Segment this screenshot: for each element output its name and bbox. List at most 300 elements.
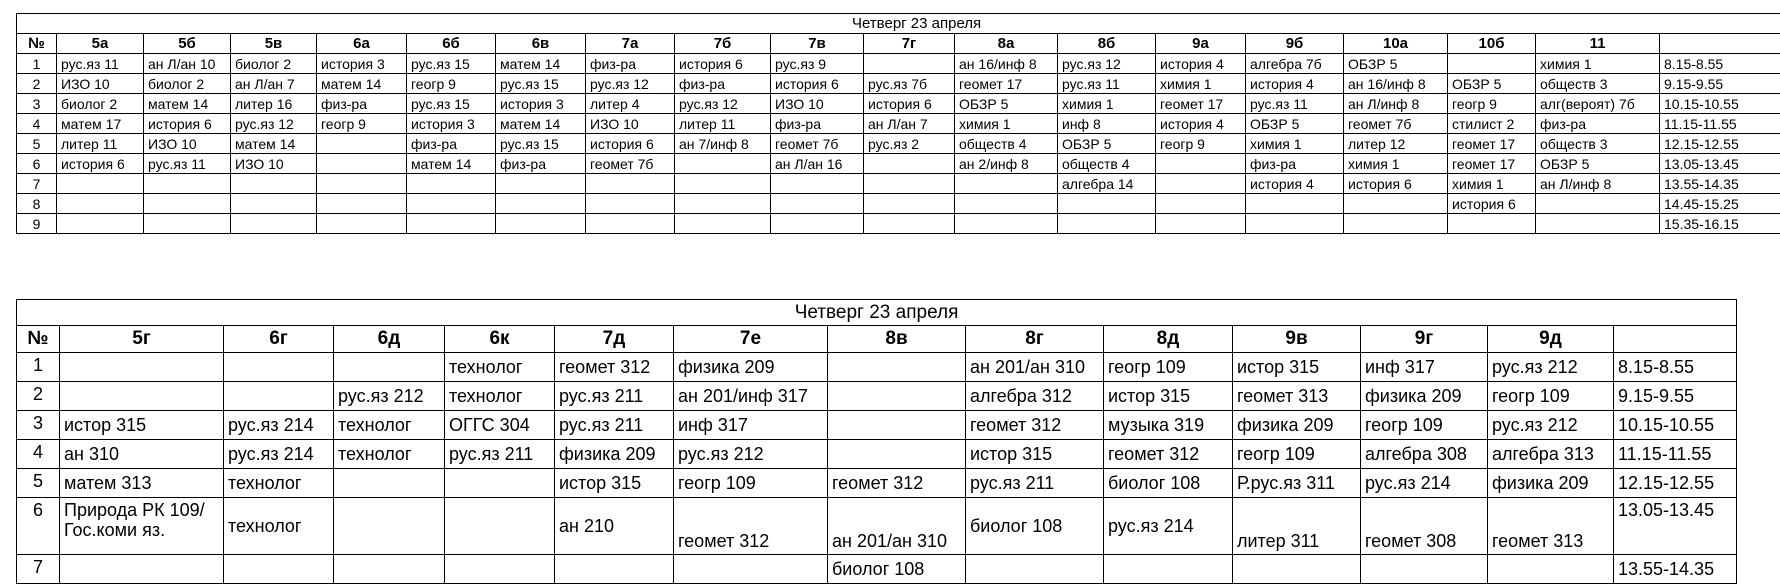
lesson-cell: биолог 108 <box>966 498 1104 555</box>
lesson-cell: ан Л/ан 7 <box>864 114 955 134</box>
lesson-cell <box>144 174 231 194</box>
table-row <box>17 54 1780 74</box>
lesson-cell: химия 1 <box>955 114 1058 134</box>
lesson-cell: история 4 <box>1246 74 1344 94</box>
table2-title-row <box>17 300 1737 326</box>
column-header <box>1614 326 1737 353</box>
table-row <box>17 555 1737 584</box>
lesson-cell <box>675 154 771 174</box>
column-header: 8в <box>828 326 966 353</box>
lesson-number: 5 <box>17 134 57 154</box>
table-row <box>17 194 1780 214</box>
lesson-cell: геомет 17 <box>1156 94 1246 114</box>
lesson-cell <box>675 194 771 214</box>
lesson-cell: биолог 2 <box>231 54 317 74</box>
lesson-cell: матем 14 <box>496 54 586 74</box>
lesson-cell: ан Л/ан 16 <box>771 154 864 174</box>
lesson-cell: история 4 <box>1246 174 1344 194</box>
lesson-cell: история 6 <box>586 134 675 154</box>
lesson-cell: геомет 312 <box>1104 440 1233 469</box>
column-header: 5б <box>144 34 231 54</box>
column-header: 9в <box>1233 326 1361 353</box>
lesson-cell <box>224 353 334 382</box>
lesson-cell <box>864 174 955 194</box>
lesson-number: 6 <box>17 498 60 555</box>
lesson-cell <box>57 194 144 214</box>
lesson-cell <box>317 214 407 234</box>
lesson-cell: ИЗО 10 <box>231 154 317 174</box>
lesson-cell: геомет 17 <box>955 74 1058 94</box>
lesson-cell <box>1448 214 1536 234</box>
lesson-cell <box>407 174 496 194</box>
column-header: № <box>17 326 60 353</box>
lesson-cell <box>407 214 496 234</box>
lesson-cell: алгебра 312 <box>966 382 1104 411</box>
lesson-cell: рус.яз 12 <box>231 114 317 134</box>
table-row <box>17 114 1780 134</box>
lesson-cell: рус.яз 15 <box>407 94 496 114</box>
lesson-cell: рус.яз 11 <box>144 154 231 174</box>
lesson-cell <box>231 194 317 214</box>
lesson-cell: рус.яз 212 <box>674 440 828 469</box>
lesson-number: 7 <box>17 555 60 584</box>
lesson-cell <box>1058 214 1156 234</box>
lesson-cell: музыка 319 <box>1104 411 1233 440</box>
lesson-cell: рус.яз 12 <box>586 74 675 94</box>
lesson-number: 7 <box>17 174 57 194</box>
lesson-cell: рус.яз 15 <box>496 134 586 154</box>
lesson-cell: литер 12 <box>1344 134 1448 154</box>
lesson-number: 6 <box>17 154 57 174</box>
table-row <box>17 154 1780 174</box>
lesson-cell: ИЗО 10 <box>771 94 864 114</box>
lesson-number: 9 <box>17 214 57 234</box>
lesson-cell: история 3 <box>496 94 586 114</box>
lesson-cell <box>828 411 966 440</box>
lesson-cell: химия 1 <box>1058 94 1156 114</box>
column-header: 7а <box>586 34 675 54</box>
lesson-cell: технолог <box>224 469 334 498</box>
lesson-cell: химия 1 <box>1344 154 1448 174</box>
lesson-cell: ан Л/инф 8 <box>1536 174 1660 194</box>
column-header: 8а <box>955 34 1058 54</box>
lesson-cell: рус.яз 9 <box>771 54 864 74</box>
lesson-cell: ОБЗР 5 <box>1536 154 1660 174</box>
lesson-cell: обществ 4 <box>1058 154 1156 174</box>
lesson-cell <box>1361 555 1488 584</box>
lesson-cell: история 4 <box>1156 114 1246 134</box>
column-header: 9б <box>1246 34 1344 54</box>
lesson-cell: рус.яз 12 <box>675 94 771 114</box>
lesson-cell <box>1104 555 1233 584</box>
lesson-cell: биолог 108 <box>1104 469 1233 498</box>
column-header: 6в <box>496 34 586 54</box>
lesson-cell <box>445 555 555 584</box>
lesson-cell: геогр 9 <box>1448 94 1536 114</box>
column-header: 6к <box>445 326 555 353</box>
lesson-cell <box>1536 214 1660 234</box>
lesson-number: 1 <box>17 353 60 382</box>
lesson-cell: рус.яз 214 <box>1104 498 1233 555</box>
lesson-cell <box>1246 214 1344 234</box>
lesson-time: 11.15-11.55 <box>1660 114 1780 134</box>
lesson-cell <box>675 214 771 234</box>
lesson-cell <box>586 194 675 214</box>
lesson-cell: литер 11 <box>675 114 771 134</box>
lesson-cell <box>1488 555 1614 584</box>
lesson-time: 13.05-13.45 <box>1614 498 1737 555</box>
lesson-cell <box>496 174 586 194</box>
lesson-cell: физ-ра <box>675 74 771 94</box>
lesson-time: 10.15-10.55 <box>1660 94 1780 114</box>
table-row <box>17 174 1780 194</box>
lesson-time: 8.15-8.55 <box>1660 54 1780 74</box>
lesson-cell <box>496 214 586 234</box>
lesson-cell: истор 315 <box>555 469 674 498</box>
column-header: 8д <box>1104 326 1233 353</box>
lesson-cell: матем 14 <box>231 134 317 154</box>
lesson-cell <box>224 555 334 584</box>
lesson-cell: технолог <box>334 411 445 440</box>
lesson-cell: физ-ра <box>771 114 864 134</box>
lesson-cell: геомет 7б <box>771 134 864 154</box>
lesson-cell <box>1344 194 1448 214</box>
lesson-cell <box>57 174 144 194</box>
lesson-cell: геомет 312 <box>966 411 1104 440</box>
table-title: Четверг 23 апреля <box>17 14 1780 34</box>
lesson-cell <box>864 194 955 214</box>
lesson-time: 9.15-9.55 <box>1614 382 1737 411</box>
table-row <box>17 469 1737 498</box>
lesson-cell: рус.яз 11 <box>1246 94 1344 114</box>
table1-title-row <box>17 14 1780 34</box>
lesson-cell: ан 201/ан 310 <box>828 498 966 555</box>
lesson-cell: геогр 109 <box>1104 353 1233 382</box>
lesson-cell <box>674 555 828 584</box>
lesson-cell: ОГГС 304 <box>445 411 555 440</box>
column-header: 7б <box>675 34 771 54</box>
lesson-cell <box>864 214 955 234</box>
lesson-time: 10.15-10.55 <box>1614 411 1737 440</box>
lesson-cell <box>334 555 445 584</box>
lesson-cell: матем 14 <box>144 94 231 114</box>
lesson-cell: ИЗО 10 <box>586 114 675 134</box>
lesson-number: 3 <box>17 94 57 114</box>
lesson-cell: технолог <box>224 498 334 555</box>
lesson-cell: физ-ра <box>586 54 675 74</box>
lesson-cell: рус.яз 2 <box>864 134 955 154</box>
lesson-cell: матем 14 <box>496 114 586 134</box>
lesson-cell: физ-ра <box>496 154 586 174</box>
lesson-cell <box>334 353 445 382</box>
lesson-cell: геогр 109 <box>1488 382 1614 411</box>
lesson-time: 13.05-13.45 <box>1660 154 1780 174</box>
lesson-cell: обществ 4 <box>955 134 1058 154</box>
lesson-cell: ОБЗР 5 <box>955 94 1058 114</box>
lesson-cell: рус.яз 15 <box>407 54 496 74</box>
lesson-time: 11.15-11.55 <box>1614 440 1737 469</box>
lesson-cell: Природа РК 109/ Гос.коми яз. <box>60 498 224 555</box>
lesson-cell: ИЗО 10 <box>144 134 231 154</box>
lesson-cell: история 6 <box>675 54 771 74</box>
lesson-cell <box>828 353 966 382</box>
lesson-time: 8.15-8.55 <box>1614 353 1737 382</box>
lesson-cell <box>828 440 966 469</box>
column-header: 7д <box>555 326 674 353</box>
lesson-cell <box>586 214 675 234</box>
lesson-cell <box>317 174 407 194</box>
lesson-cell: ан 210 <box>555 498 674 555</box>
lesson-cell: геомет 312 <box>828 469 966 498</box>
column-header: 10а <box>1344 34 1448 54</box>
lesson-cell: геогр 9 <box>407 74 496 94</box>
lesson-cell <box>144 214 231 234</box>
lesson-cell: физ-ра <box>407 134 496 154</box>
lesson-cell: ан 16/инф 8 <box>955 54 1058 74</box>
lesson-time: 15.35-16.15 <box>1660 214 1780 234</box>
lesson-cell <box>144 194 231 214</box>
lesson-cell <box>864 54 955 74</box>
lesson-number: 2 <box>17 74 57 94</box>
column-header: 9а <box>1156 34 1246 54</box>
lesson-cell: физика 209 <box>1361 382 1488 411</box>
lesson-cell: геомет 312 <box>674 498 828 555</box>
header-row <box>17 326 1737 353</box>
lesson-cell <box>1536 194 1660 214</box>
lesson-time: 9.15-9.55 <box>1660 74 1780 94</box>
lesson-number: 2 <box>17 382 60 411</box>
lesson-cell: геогр 109 <box>1233 440 1361 469</box>
lesson-cell <box>771 214 864 234</box>
lesson-cell: биолог 108 <box>828 555 966 584</box>
lesson-cell: алгебра 14 <box>1058 174 1156 194</box>
column-header: 8б <box>1058 34 1156 54</box>
lesson-cell: ОБЗР 5 <box>1448 74 1536 94</box>
lesson-cell <box>955 214 1058 234</box>
lesson-cell: истор 315 <box>1104 382 1233 411</box>
lesson-cell: ОБЗР 5 <box>1058 134 1156 154</box>
lesson-cell <box>317 194 407 214</box>
lesson-cell <box>231 214 317 234</box>
lesson-cell: матем 313 <box>60 469 224 498</box>
lesson-cell: химия 1 <box>1246 134 1344 154</box>
lesson-cell: ан 2/инф 8 <box>955 154 1058 174</box>
column-header: 5а <box>57 34 144 54</box>
lesson-cell: истор 315 <box>1233 353 1361 382</box>
lesson-cell: инф 8 <box>1058 114 1156 134</box>
lesson-time: 13.55-14.35 <box>1660 174 1780 194</box>
table-row <box>17 94 1780 114</box>
lesson-cell: ан 7/инф 8 <box>675 134 771 154</box>
lesson-cell: химия 1 <box>1156 74 1246 94</box>
column-header: 9г <box>1361 326 1488 353</box>
lesson-cell <box>1156 194 1246 214</box>
schedule-table-bottom <box>16 299 1737 584</box>
lesson-cell: геомет 17 <box>1448 154 1536 174</box>
lesson-cell <box>445 498 555 555</box>
lesson-cell: технолог <box>334 440 445 469</box>
table-row <box>17 411 1737 440</box>
column-header: 9д <box>1488 326 1614 353</box>
lesson-cell: рус.яз 211 <box>966 469 1104 498</box>
table-title: Четверг 23 апреля <box>17 300 1737 326</box>
lesson-cell: рус.яз 11 <box>1058 74 1156 94</box>
column-header: 11 <box>1536 34 1660 54</box>
lesson-cell: геогр 9 <box>317 114 407 134</box>
lesson-cell: физика 209 <box>555 440 674 469</box>
lesson-cell <box>864 154 955 174</box>
lesson-cell: рус.яз 214 <box>224 440 334 469</box>
lesson-time: 12.15-12.55 <box>1614 469 1737 498</box>
column-header: 7е <box>674 326 828 353</box>
lesson-cell <box>445 469 555 498</box>
lesson-cell <box>675 174 771 194</box>
lesson-cell <box>1233 555 1361 584</box>
column-header: № <box>17 34 57 54</box>
lesson-cell: рус.яз 211 <box>445 440 555 469</box>
lesson-cell: история 4 <box>1156 54 1246 74</box>
lesson-cell: обществ 3 <box>1536 134 1660 154</box>
table-row <box>17 498 1737 555</box>
table-row <box>17 440 1737 469</box>
lesson-cell: ан Л/ан 10 <box>144 54 231 74</box>
lesson-cell: геомет 7б <box>586 154 675 174</box>
column-header: 7г <box>864 34 955 54</box>
lesson-cell: литер 16 <box>231 94 317 114</box>
lesson-cell: история 6 <box>864 94 955 114</box>
lesson-cell <box>1156 154 1246 174</box>
lesson-cell: история 6 <box>57 154 144 174</box>
lesson-cell <box>1156 174 1246 194</box>
lesson-cell: ОБЗР 5 <box>1246 114 1344 134</box>
column-header: 6б <box>407 34 496 54</box>
lesson-cell: история 6 <box>1448 194 1536 214</box>
lesson-cell: геомет 308 <box>1361 498 1488 555</box>
table-row <box>17 382 1737 411</box>
lesson-cell: Р.рус.яз 311 <box>1233 469 1361 498</box>
lesson-cell: рус.яз 15 <box>496 74 586 94</box>
lesson-number: 4 <box>17 440 60 469</box>
lesson-cell: геомет 312 <box>555 353 674 382</box>
lesson-number: 4 <box>17 114 57 134</box>
lesson-cell: рус.яз 7б <box>864 74 955 94</box>
lesson-cell <box>1156 214 1246 234</box>
lesson-cell: литер 4 <box>586 94 675 114</box>
lesson-cell: литер 11 <box>57 134 144 154</box>
lesson-number: 5 <box>17 469 60 498</box>
lesson-cell <box>1246 194 1344 214</box>
lesson-cell: физ-ра <box>1246 154 1344 174</box>
lesson-cell <box>60 555 224 584</box>
lesson-cell: алгебра 308 <box>1361 440 1488 469</box>
column-header: 10б <box>1448 34 1536 54</box>
lesson-cell <box>1058 194 1156 214</box>
lesson-cell <box>586 174 675 194</box>
lesson-number: 3 <box>17 411 60 440</box>
column-header: 6г <box>224 326 334 353</box>
lesson-cell: химия 1 <box>1448 174 1536 194</box>
lesson-cell: рус.яз 212 <box>334 382 445 411</box>
lesson-cell: геомет 313 <box>1488 498 1614 555</box>
header-row <box>17 34 1780 54</box>
lesson-cell: история 6 <box>144 114 231 134</box>
lesson-cell: геогр 109 <box>1361 411 1488 440</box>
lesson-cell: история 6 <box>1344 174 1448 194</box>
lesson-cell: геомет 17 <box>1448 134 1536 154</box>
lesson-cell <box>231 174 317 194</box>
lesson-cell: рус.яз 212 <box>1488 353 1614 382</box>
lesson-cell <box>60 353 224 382</box>
lesson-cell: рус.яз 211 <box>555 382 674 411</box>
lesson-cell: физика 209 <box>1488 469 1614 498</box>
lesson-cell: ан Л/ан 7 <box>231 74 317 94</box>
lesson-cell: физ-ра <box>1536 114 1660 134</box>
lesson-cell: технолог <box>445 353 555 382</box>
column-header: 6д <box>334 326 445 353</box>
lesson-cell: физика 209 <box>1233 411 1361 440</box>
lesson-cell: история 6 <box>771 74 864 94</box>
lesson-cell <box>334 469 445 498</box>
lesson-cell: рус.яз 212 <box>1488 411 1614 440</box>
lesson-cell: ан 16/инф 8 <box>1344 74 1448 94</box>
lesson-cell: обществ 3 <box>1536 74 1660 94</box>
column-header: 5г <box>60 326 224 353</box>
lesson-cell: ан 201/инф 317 <box>674 382 828 411</box>
lesson-cell: геомет 313 <box>1233 382 1361 411</box>
lesson-cell: физ-ра <box>317 94 407 114</box>
lesson-cell: ИЗО 10 <box>57 74 144 94</box>
lesson-cell: инф 317 <box>674 411 828 440</box>
lesson-cell: рус.яз 214 <box>224 411 334 440</box>
column-header: 8г <box>966 326 1104 353</box>
lesson-cell <box>407 194 496 214</box>
lesson-cell: ан 201/ан 310 <box>966 353 1104 382</box>
lesson-cell <box>57 214 144 234</box>
lesson-cell <box>828 382 966 411</box>
lesson-cell: ан Л/инф 8 <box>1344 94 1448 114</box>
lesson-cell <box>334 498 445 555</box>
lesson-cell: алгебра 7б <box>1246 54 1344 74</box>
lesson-cell <box>496 194 586 214</box>
lesson-cell <box>771 174 864 194</box>
lesson-cell: рус.яз 211 <box>555 411 674 440</box>
table-row <box>17 74 1780 94</box>
lesson-cell: истор 315 <box>60 411 224 440</box>
lesson-cell: технолог <box>445 382 555 411</box>
lesson-cell: истор 315 <box>966 440 1104 469</box>
lesson-cell <box>1448 54 1536 74</box>
lesson-cell: геогр 109 <box>674 469 828 498</box>
table-row <box>17 134 1780 154</box>
lesson-cell: алгебра 313 <box>1488 440 1614 469</box>
lesson-cell: рус.яз 12 <box>1058 54 1156 74</box>
lesson-cell: матем 14 <box>317 74 407 94</box>
lesson-cell: алг(вероят) 7б <box>1536 94 1660 114</box>
lesson-cell <box>771 194 864 214</box>
lesson-number: 1 <box>17 54 57 74</box>
schedule-table-top <box>16 13 1780 234</box>
column-header: 7в <box>771 34 864 54</box>
lesson-cell <box>60 382 224 411</box>
lesson-cell: история 3 <box>317 54 407 74</box>
lesson-cell <box>224 382 334 411</box>
lesson-cell: матем 14 <box>407 154 496 174</box>
lesson-cell <box>317 134 407 154</box>
lesson-time: 13.55-14.35 <box>1614 555 1737 584</box>
lesson-cell: литер 311 <box>1233 498 1361 555</box>
lesson-time: 12.15-12.55 <box>1660 134 1780 154</box>
lesson-cell: история 3 <box>407 114 496 134</box>
